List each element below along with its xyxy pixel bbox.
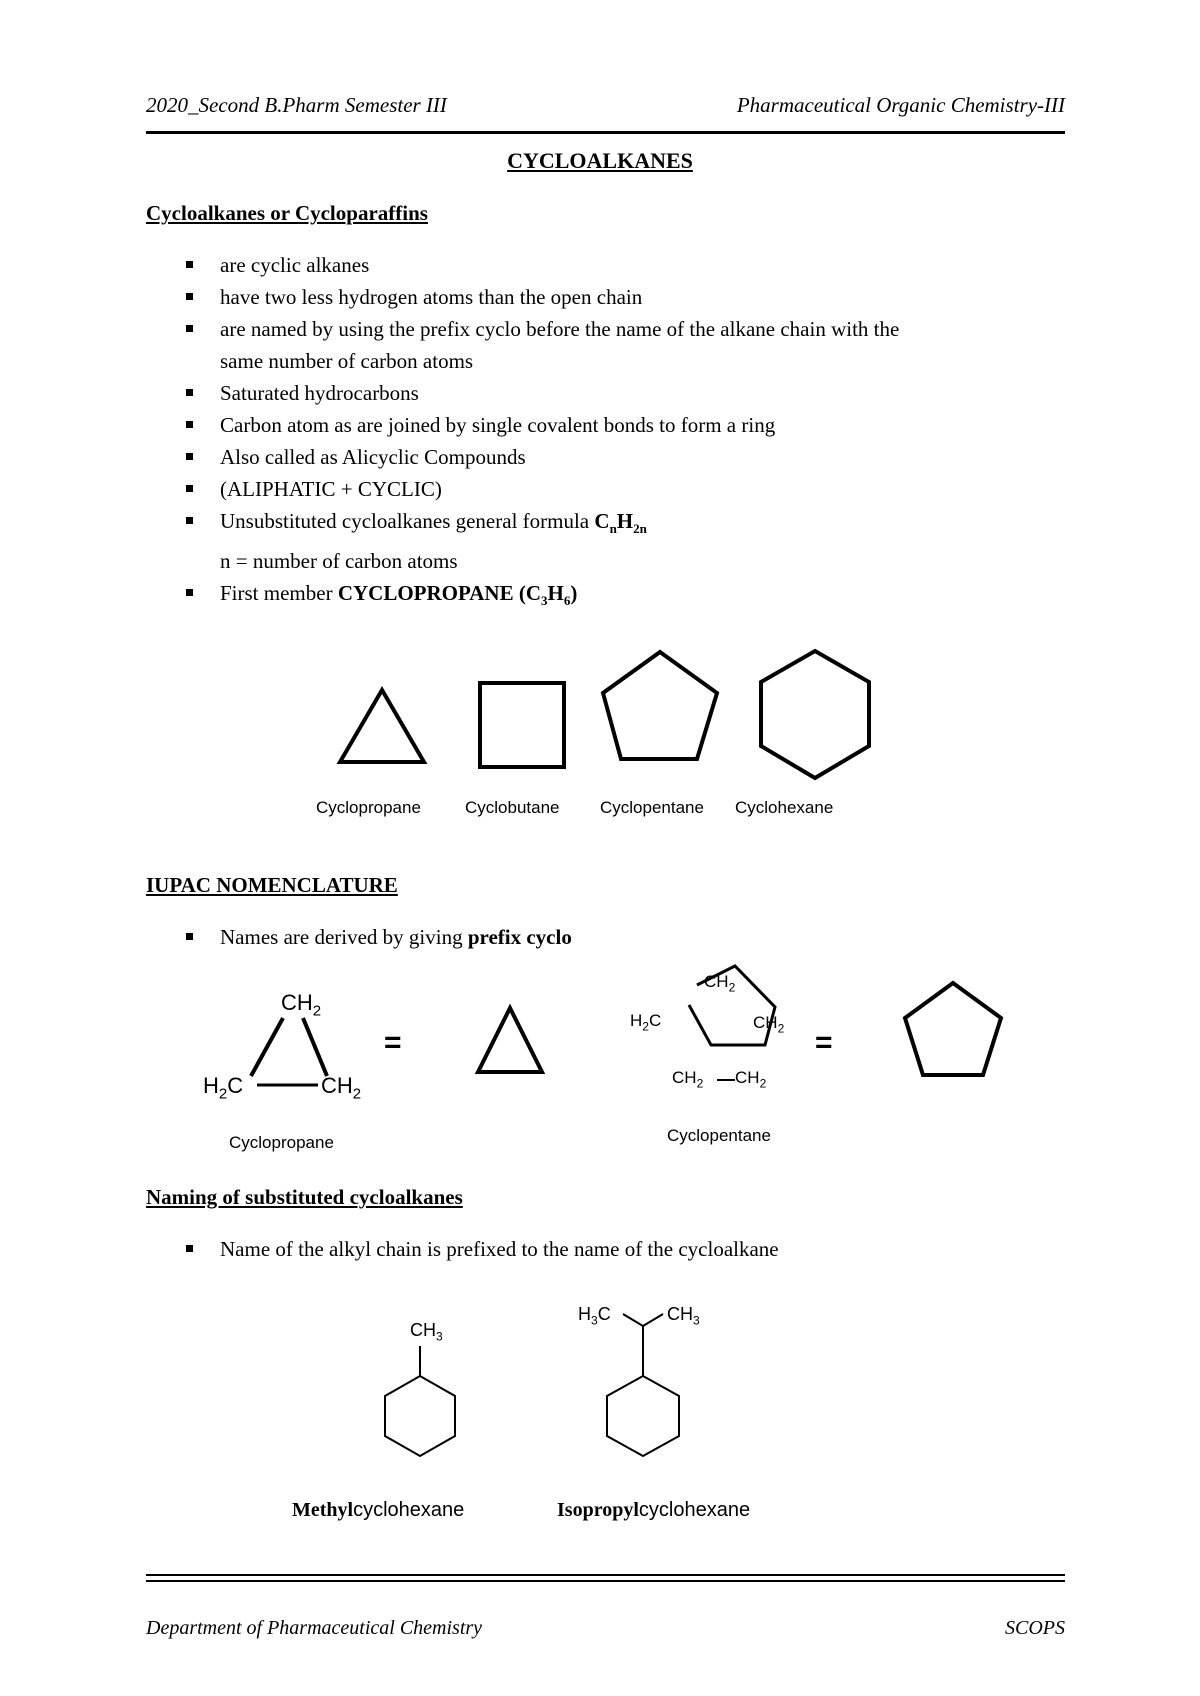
list-item: are cyclic alkanes [186, 249, 899, 281]
section-heading-iupac: IUPAC NOMENCLATURE [146, 873, 398, 897]
isopropylcyclohexane-ring [607, 1376, 679, 1456]
label-cyclopropane: Cyclopropane [316, 798, 421, 817]
section-heading-cycloalkanes: Cycloalkanes or Cycloparaffins [146, 201, 428, 225]
label-cyclohexane: Cyclohexane [735, 798, 834, 817]
label-cyclopentane-struct: Cyclopentane [667, 1126, 771, 1145]
list-item: Name of the alkyl chain is prefixed to the name of the cycloalkane [186, 1233, 779, 1265]
cpn-bottom-left-group: $CH_2$ [672, 1068, 704, 1091]
methyl-group-label: $CH_3$ [410, 1320, 443, 1344]
cpn-right-group: $CH_2$ [753, 1013, 785, 1036]
list-item: First member CYCLOPROPANE $(C_3H_6)$ [186, 577, 899, 617]
label-cyclobutane: Cyclobutane [465, 798, 560, 817]
equals-sign-2: = [815, 1026, 833, 1059]
methylcyclohexane-ring [385, 1376, 455, 1456]
cp-right-group: $CH_2$ [321, 1073, 362, 1103]
label-cyclopentane: Cyclopentane [600, 798, 704, 817]
cp-left-group: $H_2C$ [203, 1073, 244, 1103]
footer-left: Department of Pharmaceutical Chemistry [146, 1617, 483, 1639]
list-item: Names are derived by giving prefix cyclo [186, 921, 572, 953]
list-item: are named by using the prefix cyclo before the name of the alkane chain with the same number of carbon atoms [186, 313, 899, 377]
list-item: Carbon atom as are joined by single covalent bonds to form a ring [186, 409, 899, 441]
footer-right: SCOPS [1005, 1617, 1065, 1639]
cpn-top-group: $CH_2$ [704, 972, 736, 995]
list-item: Unsubstituted cycloalkanes general formula $C_nH_{2n}$ n = number of carbon atoms [186, 505, 899, 577]
cp-top-group: $CH_2$ [281, 990, 322, 1020]
label-methylcyclohexane: Methylcyclohexane [292, 1499, 465, 1521]
header-right: Pharmaceutical Organic Chemistry-III [736, 93, 1065, 117]
cpn-bottom-right-group: $CH_2$ [735, 1068, 767, 1091]
label-isopropylcyclohexane: Isopropylcyclohexane [557, 1499, 751, 1521]
label-cyclopropane-struct: Cyclopropane [229, 1133, 334, 1152]
list-item: have two less hydrogen atoms than the open chain [186, 281, 899, 313]
header-left: 2020_Second B.Pharm Semester III [146, 93, 447, 117]
list-item: (ALIPHATIC + CYCLIC) [186, 473, 899, 505]
footer-rule-top [146, 1574, 1065, 1576]
section-heading-substituted: Naming of substituted cycloalkanes [146, 1185, 463, 1209]
isopropyl-right-methyl: $CH_3$ [667, 1304, 700, 1328]
page-title: CYCLOALKANES [507, 148, 693, 173]
footer-rule-bottom [146, 1580, 1065, 1582]
list-item: Also called as Alicyclic Compounds [186, 441, 899, 473]
equals-sign-1: = [384, 1026, 402, 1059]
list-item: Saturated hydrocarbons [186, 377, 899, 409]
cpn-left-group: $H_2C$ [630, 1011, 662, 1034]
isopropyl-left-methyl: $H_3C$ [578, 1304, 611, 1328]
